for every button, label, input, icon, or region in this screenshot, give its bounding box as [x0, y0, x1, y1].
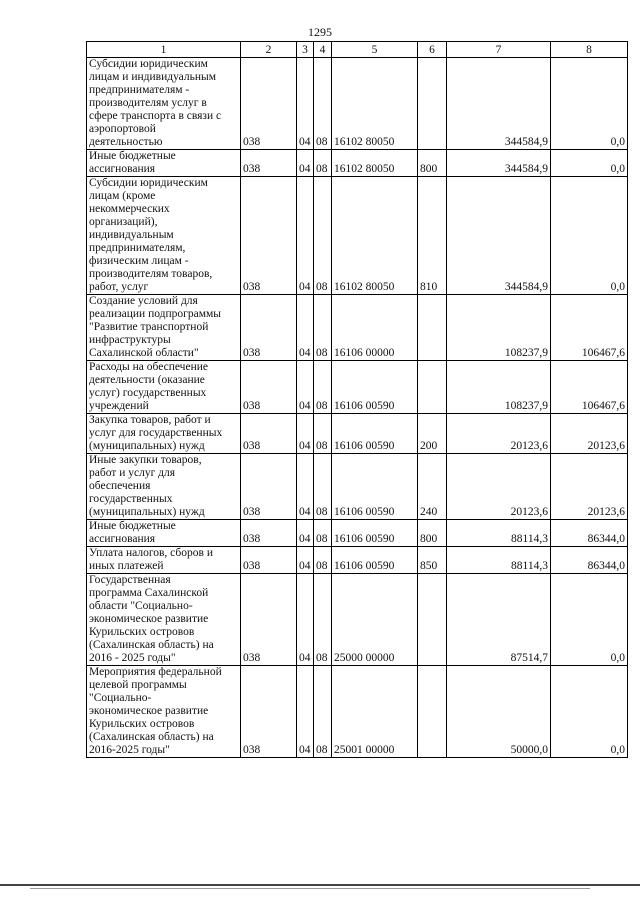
- table-row: [87, 295, 628, 361]
- header-cell-8: 8: [551, 42, 628, 58]
- section-code-cell: 04: [297, 574, 314, 666]
- amount-year-2-cell: 106467,6: [551, 295, 628, 361]
- item-name-line: государственных: [89, 493, 173, 505]
- header-cell-4: 4: [314, 42, 332, 58]
- item-name-line: (муниципальных) нужд: [89, 440, 205, 452]
- table-row: [87, 666, 628, 758]
- ministry-code-cell: 038: [241, 574, 297, 666]
- item-name-cell: [87, 361, 241, 414]
- amount-year-1-cell: 108237,9: [447, 361, 551, 414]
- item-name-line: Государственная: [89, 574, 171, 586]
- section-code-cell: 04: [297, 414, 314, 454]
- item-name-line: деятельности (оказание: [89, 374, 205, 386]
- item-name-line: лицам (кроме: [89, 190, 156, 202]
- item-name-line: 2016 - 2025 годы": [89, 652, 176, 664]
- amount-year-2-cell: 86344,0: [551, 547, 628, 574]
- item-name-line: обеспечения: [89, 480, 151, 492]
- target-article-code-cell: 16106 00590: [332, 361, 418, 414]
- item-name-line: Уплата налогов, сборов и: [89, 547, 213, 559]
- subsection-code-cell: 08: [314, 295, 332, 361]
- item-name-line: программа Сахалинской: [89, 587, 209, 599]
- target-article-code-cell: 16106 00590: [332, 414, 418, 454]
- item-name-line: Курильских островов: [89, 718, 195, 730]
- target-article-code-cell: 16106 00590: [332, 547, 418, 574]
- item-name-line: аэропортовой: [89, 123, 156, 135]
- target-article-code-cell: 16106 00590: [332, 520, 418, 547]
- item-name-line: области "Социально-: [89, 600, 193, 612]
- target-article-code-cell: 25001 00000: [332, 666, 418, 758]
- item-name-line: 2016-2025 годы": [89, 744, 170, 756]
- subsection-code-cell: 08: [314, 547, 332, 574]
- expense-type-code-cell: 240: [418, 454, 447, 520]
- amount-year-1-cell: 88114,3: [447, 520, 551, 547]
- expense-type-code-cell: [418, 295, 447, 361]
- item-name-line: иных платежей: [89, 560, 164, 572]
- item-name-line: предпринимателям,: [89, 242, 186, 254]
- section-code-cell: 04: [297, 361, 314, 414]
- section-code-cell: 04: [297, 547, 314, 574]
- item-name-cell: [87, 574, 241, 666]
- target-article-code-cell: 16102 80050: [332, 150, 418, 177]
- item-name-cell: [87, 666, 241, 758]
- subsection-code-cell: 08: [314, 414, 332, 454]
- expense-type-code-cell: 800: [418, 150, 447, 177]
- ministry-code-cell: 038: [241, 520, 297, 547]
- item-name-cell: [87, 547, 241, 574]
- amount-year-1-cell: 20123,6: [447, 414, 551, 454]
- ministry-code-cell: 038: [241, 361, 297, 414]
- amount-year-2-cell: 86344,0: [551, 520, 628, 547]
- header-cell-5: 5: [332, 42, 418, 58]
- item-name-line: целевой программы: [89, 679, 187, 691]
- table-row: [87, 454, 628, 520]
- amount-year-2-cell: 0,0: [551, 58, 628, 150]
- ministry-code-cell: 038: [241, 547, 297, 574]
- table-row: [87, 574, 628, 666]
- table-row: [87, 150, 628, 177]
- item-name-line: индивидуальным: [89, 229, 174, 241]
- table-row: [87, 58, 628, 150]
- amount-year-2-cell: 0,0: [551, 574, 628, 666]
- section-code-cell: 04: [297, 58, 314, 150]
- item-name-line: ассигнования: [89, 533, 156, 545]
- amount-year-2-cell: 20123,6: [551, 454, 628, 520]
- subsection-code-cell: 08: [314, 150, 332, 177]
- ministry-code-cell: 038: [241, 58, 297, 150]
- amount-year-2-cell: 106467,6: [551, 361, 628, 414]
- item-name-line: Курильских островов: [89, 626, 195, 638]
- section-code-cell: 04: [297, 520, 314, 547]
- header-cell-1: 1: [87, 42, 241, 58]
- section-code-cell: 04: [297, 295, 314, 361]
- ministry-code-cell: 038: [241, 150, 297, 177]
- expense-type-code-cell: 810: [418, 177, 447, 295]
- item-name-line: предпринимателям -: [89, 84, 190, 96]
- ministry-code-cell: 038: [241, 177, 297, 295]
- header-row: [87, 42, 628, 58]
- item-name-line: Расходы на обеспечение: [89, 361, 208, 373]
- item-name-line: производителям товаров,: [89, 268, 213, 280]
- item-name-cell: [87, 150, 241, 177]
- item-name-line: (Сахалинская область) на: [89, 731, 214, 743]
- expense-type-code-cell: 200: [418, 414, 447, 454]
- table-row: [87, 361, 628, 414]
- expense-type-code-cell: [418, 361, 447, 414]
- amount-year-2-cell: 20123,6: [551, 414, 628, 454]
- item-name-line: производителям услуг в: [89, 97, 207, 109]
- header-cell-3: 3: [297, 42, 314, 58]
- table-row: [87, 177, 628, 295]
- amount-year-1-cell: 344584,9: [447, 58, 551, 150]
- budget-table: [86, 41, 628, 758]
- section-code-cell: 04: [297, 150, 314, 177]
- expense-type-code-cell: [418, 666, 447, 758]
- ministry-code-cell: 038: [241, 666, 297, 758]
- subsection-code-cell: 08: [314, 520, 332, 547]
- item-name-cell: [87, 520, 241, 547]
- item-name-line: Иные бюджетные: [89, 150, 176, 162]
- ministry-code-cell: 038: [241, 454, 297, 520]
- item-name-line: "Развитие транспортной: [89, 321, 209, 333]
- amount-year-1-cell: 88114,3: [447, 547, 551, 574]
- item-name-cell: [87, 58, 241, 150]
- scan-edge-line: [0, 884, 640, 886]
- item-name-cell: [87, 454, 241, 520]
- item-name-line: учреждений: [89, 400, 149, 412]
- amount-year-1-cell: 50000,0: [447, 666, 551, 758]
- item-name-line: Субсидии юридическим: [89, 58, 208, 70]
- item-name-line: организаций),: [89, 216, 158, 228]
- item-name-line: реализации подпрограммы: [89, 308, 222, 320]
- section-code-cell: 04: [297, 666, 314, 758]
- page-number: 1295: [308, 25, 332, 39]
- ministry-code-cell: 038: [241, 295, 297, 361]
- target-article-code-cell: 16106 00000: [332, 295, 418, 361]
- item-name-cell: [87, 295, 241, 361]
- subsection-code-cell: 08: [314, 58, 332, 150]
- amount-year-2-cell: 0,0: [551, 150, 628, 177]
- table-row: [87, 547, 628, 574]
- header-cell-2: 2: [241, 42, 297, 58]
- item-name-line: некоммерческих: [89, 203, 170, 215]
- item-name-line: экономическое развитие: [89, 705, 209, 717]
- section-code-cell: 04: [297, 177, 314, 295]
- item-name-line: услуг) государственных: [89, 387, 207, 399]
- item-name-line: лицам и индивидуальным: [89, 71, 217, 83]
- amount-year-2-cell: 0,0: [551, 666, 628, 758]
- item-name-line: Создание условий для: [89, 295, 198, 307]
- amount-year-1-cell: 108237,9: [447, 295, 551, 361]
- amount-year-1-cell: 87514,7: [447, 574, 551, 666]
- item-name-line: Сахалинской области": [89, 347, 199, 359]
- header-cell-6: 6: [418, 42, 447, 58]
- expense-type-code-cell: [418, 58, 447, 150]
- item-name-line: "Социально-: [89, 692, 152, 704]
- expense-type-code-cell: 850: [418, 547, 447, 574]
- item-name-line: физическим лицам -: [89, 255, 189, 267]
- subsection-code-cell: 08: [314, 361, 332, 414]
- target-article-code-cell: 16102 80050: [332, 58, 418, 150]
- item-name-cell: [87, 414, 241, 454]
- expense-type-code-cell: [418, 574, 447, 666]
- section-code-cell: 04: [297, 454, 314, 520]
- target-article-code-cell: 25000 00000: [332, 574, 418, 666]
- subsection-code-cell: 08: [314, 574, 332, 666]
- subsection-code-cell: 08: [314, 666, 332, 758]
- item-name-cell: [87, 177, 241, 295]
- header-cell-7: 7: [447, 42, 551, 58]
- subsection-code-cell: 08: [314, 177, 332, 295]
- item-name-line: экономическое развитие: [89, 613, 209, 625]
- item-name-line: ассигнования: [89, 163, 156, 175]
- target-article-code-cell: 16102 80050: [332, 177, 418, 295]
- item-name-line: работ и услуг для: [89, 467, 176, 479]
- ministry-code-cell: 038: [241, 414, 297, 454]
- table-row: [87, 520, 628, 547]
- target-article-code-cell: 16106 00590: [332, 454, 418, 520]
- item-name-line: Иные бюджетные: [89, 520, 176, 532]
- amount-year-2-cell: 0,0: [551, 177, 628, 295]
- table-row: [87, 414, 628, 454]
- scan-edge-line-faint: [30, 888, 590, 889]
- item-name-line: (Сахалинская область) на: [89, 639, 214, 651]
- item-name-line: Иные закупки товаров,: [89, 454, 202, 466]
- item-name-line: услуг для государственных: [89, 427, 223, 439]
- amount-year-1-cell: 344584,9: [447, 150, 551, 177]
- item-name-line: Субсидии юридическим: [89, 177, 208, 189]
- item-name-line: деятельностью: [89, 136, 163, 148]
- table-body: [87, 58, 628, 758]
- item-name-line: Мероприятия федеральной: [89, 666, 222, 678]
- item-name-line: работ, услуг: [89, 281, 149, 293]
- item-name-line: (муниципальных) нужд: [89, 506, 205, 518]
- amount-year-1-cell: 344584,9: [447, 177, 551, 295]
- item-name-line: сфере транспорта в связи с: [89, 110, 222, 122]
- subsection-code-cell: 08: [314, 454, 332, 520]
- amount-year-1-cell: 20123,6: [447, 454, 551, 520]
- item-name-line: Закупка товаров, работ и: [89, 414, 211, 426]
- item-name-line: инфраструктуры: [89, 334, 171, 346]
- expense-type-code-cell: 800: [418, 520, 447, 547]
